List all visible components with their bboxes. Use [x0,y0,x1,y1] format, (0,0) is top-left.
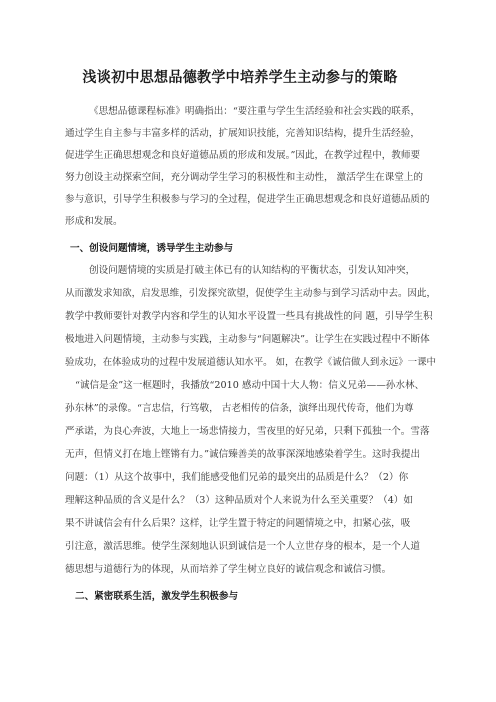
section1-line: 创设问题情境的实质是打破主体已有的认知结构的平衡状态，引发认知冲突， [89,265,416,276]
section1-line: 果不讲诚信会有什么后果？这样，让学生置于特定的问题情境之中，扣紧心弦，吸 [65,518,411,529]
section1-line: 引注意，激活思维。使学生深刻地认识到诚信是一个人立世存身的根本，是一个人道 [65,541,420,552]
section1-line: 教学中教师要针对教学内容和学生的认知水平设置一些具有挑战性的问 题，引导学生积 [65,311,433,322]
intro-line: 形成和发展。 [65,216,123,227]
section1-line: 理解这种品质的含义是什么？（3）这种品质对个人来说为什么至关重要？（4）如 [65,495,413,506]
section1-line: 严承诺，为良心奔波，大地上一场悲情接力，雪夜里的好兄弟，只剩下孤独一个。雪落 [65,426,430,437]
section1-line: 问题：（1）从这个故事中，我们能感受他们兄弟的最突出的品质是什么？（2）你 [65,472,409,483]
section1-line: 验成功，在体验成功的过程中发展道德认知水平。 如，在教学《诚信做人到永远》一课中 [65,357,436,368]
document-title: 浅谈初中思想品德教学中培养学生主动参与的策略 [82,70,398,86]
intro-line: 参与意识，引导学生积极参与学习的全过程，促进学生正确思想观念和良好道德品质的 [65,194,430,205]
section1-line: 孙东林”的录像。“言忠信，行笃敬， 古老相传的信条，演绎出现代传奇，他们为尊 [65,403,414,414]
section-heading: 二、紧密联系生活，激发学生积极参与 [75,591,239,602]
section-heading: 一、创设问题情境，诱导学生主动参与 [70,243,234,254]
intro-line: 促进学生正确思想观念和良好道德品质的形成和发展。”因此，在教学过程中，教师要 [65,150,421,161]
section1-line: 极地进入问题情境，主动参与实践，主动参与“问题解决”。让学生在实践过程中不断体 [65,334,430,345]
intro-line: 《思想品德课程标准》明确指出：“要注重与学生生活经验和社会实践的联系， [89,106,421,117]
section1-line: “诚信是金”这一框题时，我播放“2010 感动中国十大人物：信义兄弟——孙水林、 [75,380,425,391]
intro-line: 通过学生自主参与丰富多样的活动，扩展知识技能，完善知识结构，提升生活经验， [65,128,420,139]
section1-line: 德思想与道德行为的体现，从而培养了学生树立良好的诚信观念和诚信习惯。 [65,564,392,575]
section1-line: 从而激发求知欲，启发思维，引发探究欲望，促使学生主动参与到学习活动中去。因此， [65,288,437,299]
section1-line: 无声，但情义打在地上铿锵有力。”诚信臻善美的故事深深地感染着学生。这时我提出 [65,449,421,460]
intro-line: 努力创设主动探索空间，充分调动学生学习的积极性和主动性， 激活学生在课堂上的 [65,172,424,183]
